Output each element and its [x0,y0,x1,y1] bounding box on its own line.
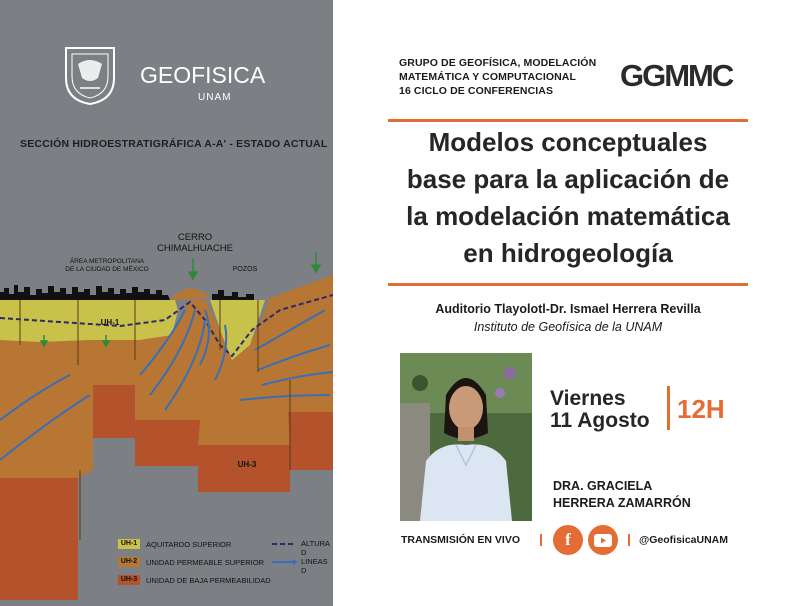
title-top-divider [388,119,748,122]
date-divider [667,386,670,430]
institute-text: Instituto de Geofísica de la UNAM [473,320,663,334]
youtube-icon [594,534,612,547]
facebook-link[interactable] [553,525,583,555]
geofisica-logo: GEOFISICA UNAM [140,62,266,103]
title-bottom-divider [388,283,748,286]
uh1-label: UH-1 [100,318,120,327]
youtube-link[interactable] [588,525,618,555]
speaker-name: DRA. GRACIELA HERRERA ZAMARRÓN [553,479,691,510]
legend-item-water-table: ALTURA D [301,539,330,557]
facebook-icon: f [565,530,571,549]
live-stream-label: TRANSMISIÓN EN VIVO [401,534,521,546]
legend-item-flow-lines: LINEAS D [301,557,328,575]
legend-item-uh3: UH-3 UNIDAD DE BAJA PERMEABILIDAD [118,575,271,585]
cerro-label: CERRO CHIMALHUACHE [156,232,233,254]
group-header: GRUPO DE GEOFÍSICA, MODELACIÓN MATEMÁTICA Y COMPUTACIONAL 16 CICLO DE CONFERENCIAS [399,57,597,97]
hydro-section-panel [0,0,333,606]
social-handle[interactable]: @GeofisicaUNAM [639,534,729,546]
section-title: SECCIÓN HIDROESTRATIGRÁFICA A-A' - ESTADO ACTUAL [20,138,328,150]
event-info-panel [333,0,800,606]
venue-text: Auditorio Tlayolotl-Dr. Ismael Herrera Revilla [435,302,701,316]
event-date: Viernes 11 Agosto [550,387,650,432]
pozos-label: POZOS [232,266,258,273]
area-metropolitana-label: ÁREA METROPOLITANA DE LA CIUDAD DE MÉXICO [65,258,149,273]
legend-item-uh2: UH-2 UNIDAD PERMEABLE SUPERIOR [118,557,264,567]
speaker-photo [400,353,532,521]
ggmmc-logo: GGMMC [620,58,733,93]
unam-seal-logo [62,44,118,106]
event-hour: 12H [677,394,725,424]
talk-title: Modelos conceptuales base para la aplicación de la modelación matemática en hidrogeología [406,127,730,268]
footer-divider-2 [628,534,630,546]
uh3-label: UH-3 [237,460,257,469]
legend-item-uh1: UH-1 AQUITARDO SUPERIOR [118,539,231,549]
hydrostratigraphic-section-figure [0,0,333,606]
footer-divider-1 [540,534,542,546]
